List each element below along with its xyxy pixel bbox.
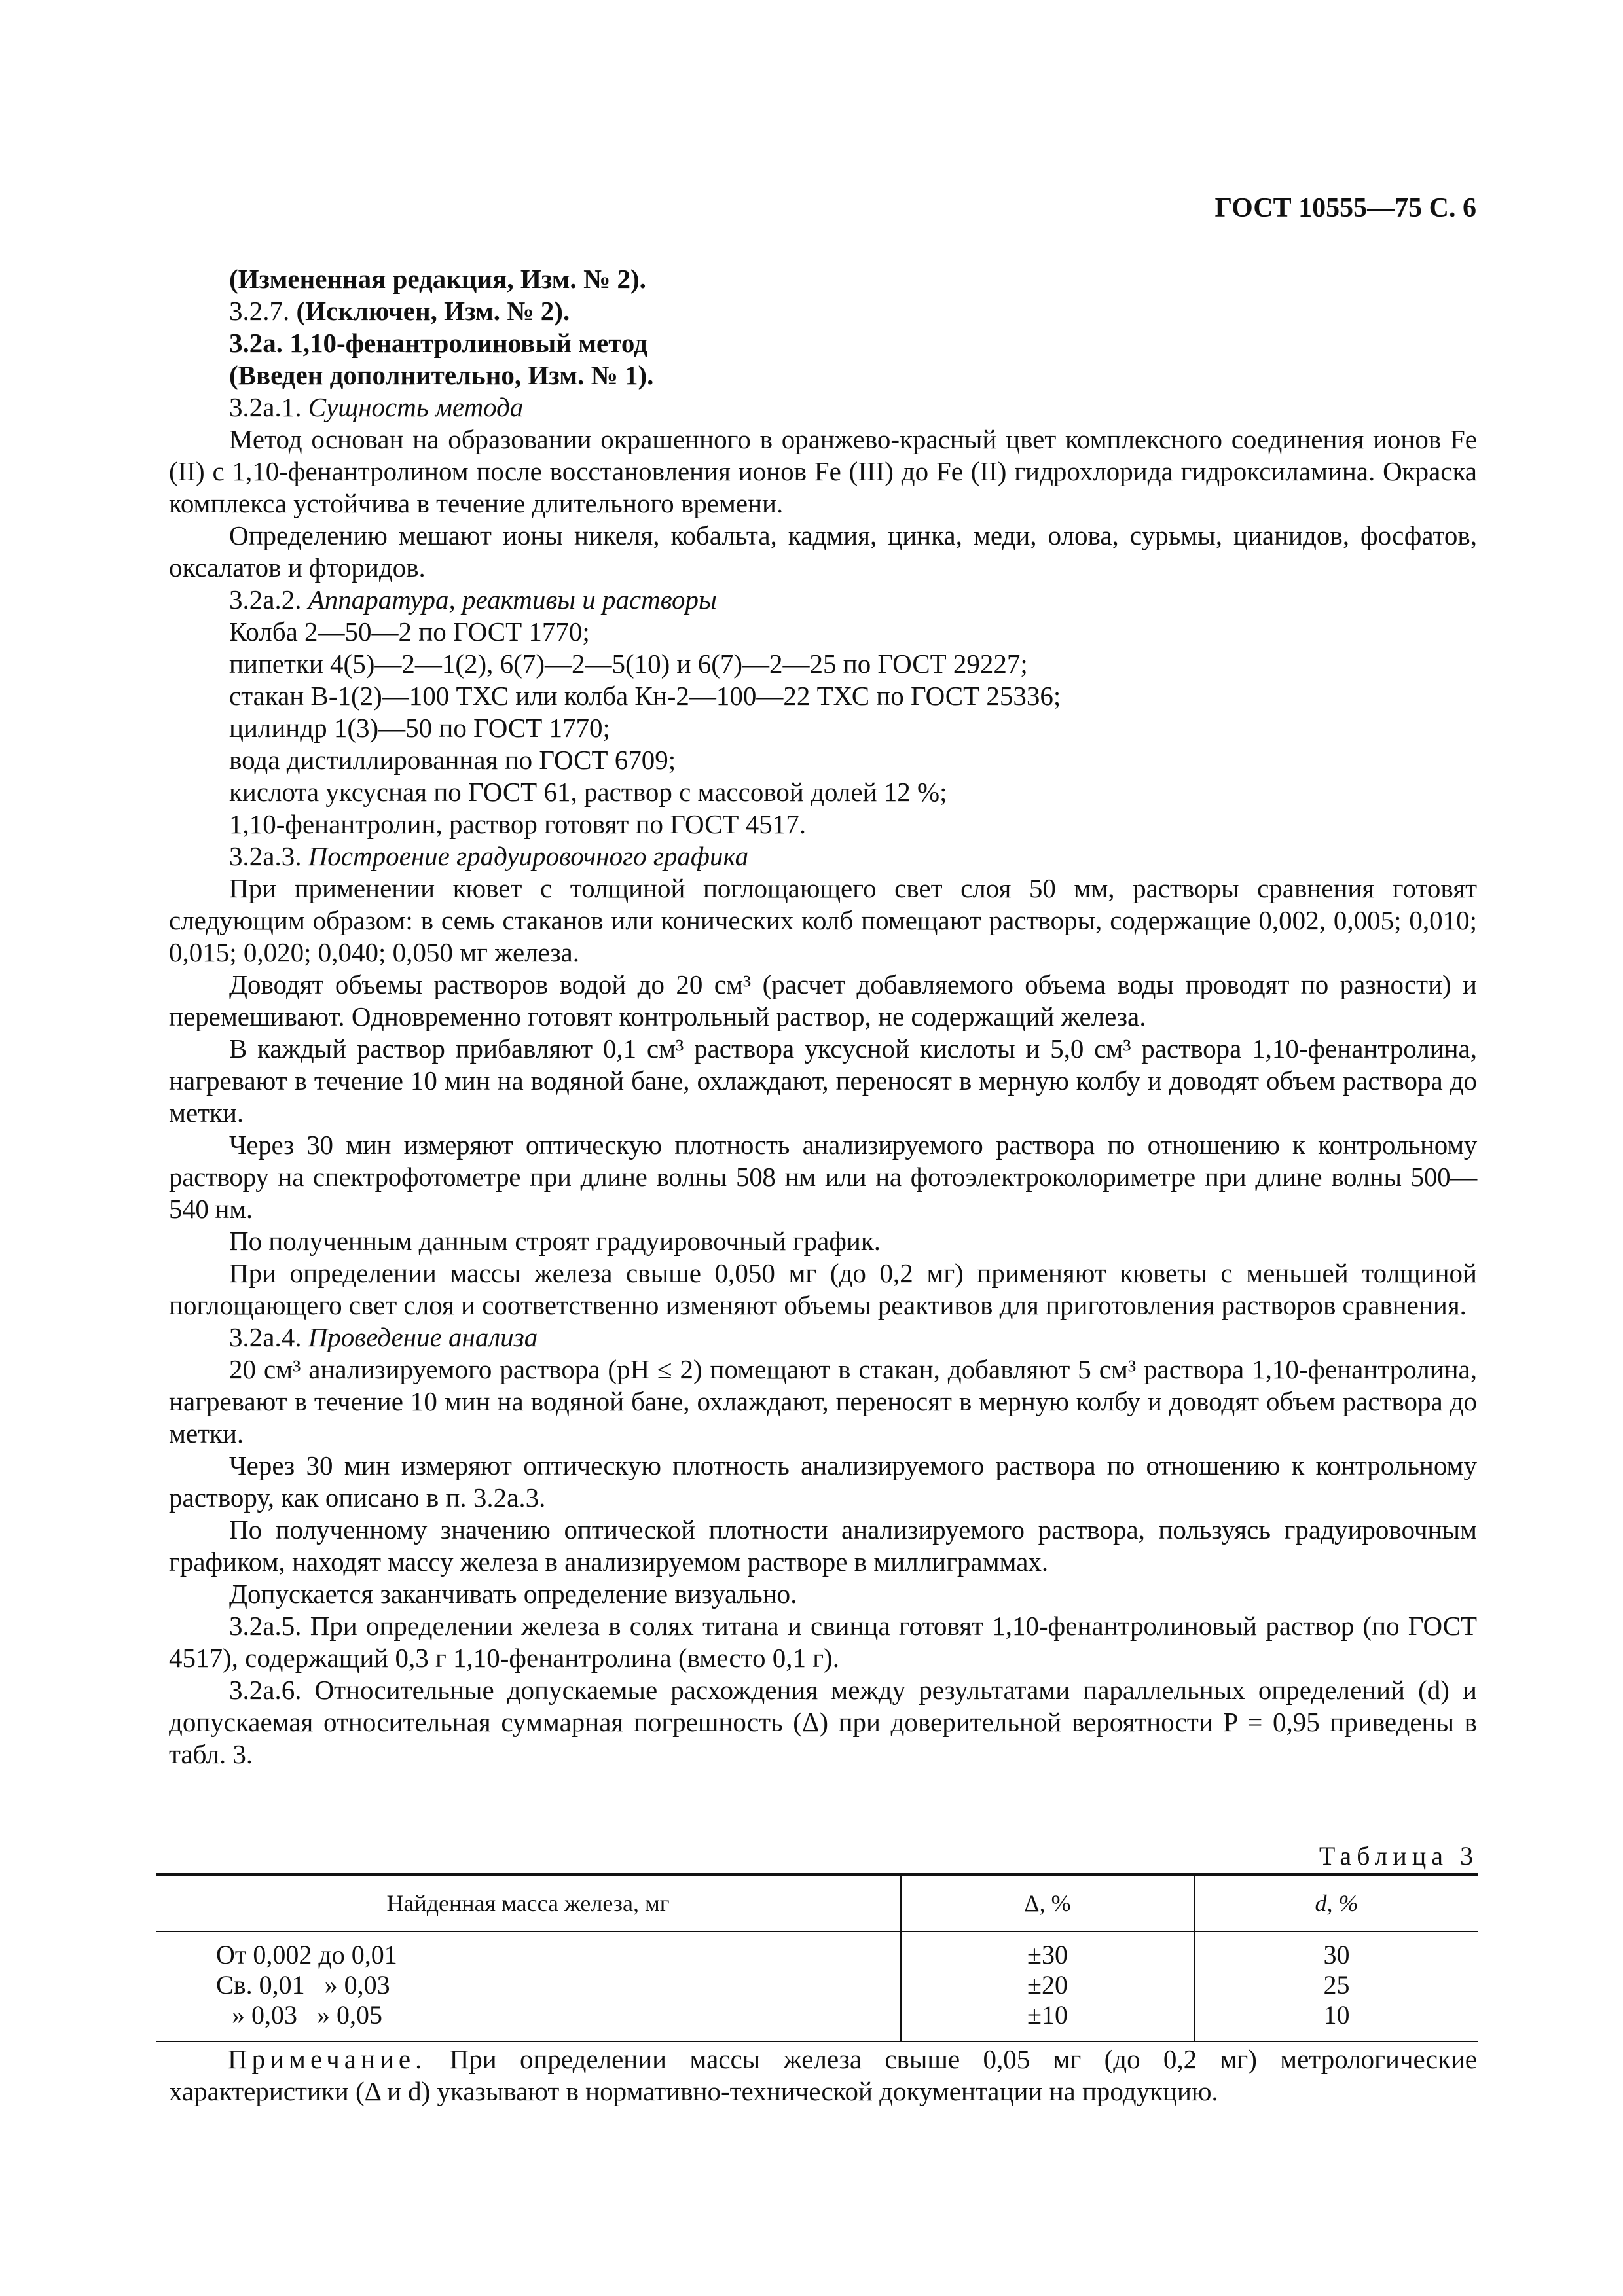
equipment-item: вода дистиллированная по ГОСТ 6709; [229, 745, 676, 775]
page-header [0, 191, 1476, 225]
equipment-item: Колба 2—50—2 по ГОСТ 1770; [229, 617, 590, 647]
equipment-item: кислота уксусная по ГОСТ 61, раствор с массовой долей 12 %; [229, 777, 947, 807]
table-note [169, 2043, 1477, 2108]
introduced-note: (Введен дополнительно, Изм. № 1). [229, 360, 654, 390]
subsection-heading-3-2a-3: 3.2а.3. Построение градуировочного графика [229, 841, 749, 871]
paragraph-method-principle: Метод основан на образовании окрашенного в оранжево-красный цвет комплексного соединения ионов Fe (II) с 1,10-фенантролином после восстановления ионов Fe (III) до Fe (II) гидрохлорида гидроксиламина. Окраска комплекса устойчива в течение длительного времени. [169, 424, 1477, 518]
equipment-item: стакан В-1(2)—100 ТХС или колба Кн-2—100—22 ТХС по ГОСТ 25336; [229, 681, 1061, 711]
paragraph-higher-mass: При определении массы железа свыше 0,050 мг (до 0,2 мг) применяют кюветы с меньшей толщиной поглощающего свет слоя и соответственно изменяют объемы реактивов для приготовления растворов сравнения. [169, 1258, 1477, 1320]
table-row [156, 2000, 1478, 2041]
column-header-delta: Δ, % [901, 1874, 1194, 1931]
table-cell-delta: ±30 [901, 1931, 1194, 1970]
subsection-title: Построение градуировочного графика [308, 841, 749, 871]
paragraph-clause-3-2a-5: 3.2а.5. При определении железа в солях титана и свинца готовят 1,10-фенантролиновый раствор (по ГОСТ 4517), содержащий 0,3 г 1,10-фенантролина (вместо 0,1 г). [169, 1611, 1477, 1673]
excluded-note: (Исключен, Изм. № 2). [296, 296, 570, 326]
clause-3-2-7: 3.2.7. (Исключен, Изм. № 2). [229, 296, 570, 326]
paragraph-calibration-solutions: При применении кювет с толщиной поглощающего свет слоя 50 мм, растворы сравнения готовят следующим образом: в семь стаканов или конических колб помещают растворы, содержащие 0,002, 0,005; 0,010; 0,015; 0,020; 0,040; 0,050 мг железа. [169, 873, 1477, 967]
note-label: Примечание. [228, 2044, 427, 2074]
table-cell-delta: ±10 [901, 2000, 1194, 2041]
paragraph-calibration-graph: По полученным данным строят градуировочный график. [229, 1226, 881, 1256]
table-header-row [156, 1874, 1478, 1931]
subsection-title: Сущность метода [308, 392, 524, 422]
paragraph-optical-density: Через 30 мин измеряют оптическую плотность анализируемого раствора по отношению к контрольному раствору на спектрофотометре при длине волны 508 нм или на фотоэлектроколориметре при длине волны 500—540 нм. [169, 1130, 1477, 1224]
table-cell-d: 25 [1194, 1970, 1478, 2000]
paragraph-visual-note: Допускается заканчивать определение визуально. [229, 1579, 797, 1609]
paragraph-volume-adjust: Доводят объемы растворов водой до 20 см³ (расчет добавляемого объема воды проводят по разности) и перемешивают. Одновременно готовят контрольный раствор, не содержащий железа. [169, 969, 1477, 1031]
paragraph-reagent-addition: В каждый раствор прибавляют 0,1 см³ раствора уксусной кислоты и 5,0 см³ раствора 1,10-фенантролина, нагревают в течение 10 мин на водяной бане, охлаждают, переносят в мерную колбу и доводят объем раствора до метки. [169, 1033, 1477, 1128]
table-cell-d: 30 [1194, 1931, 1478, 1970]
subsection-heading-3-2a-1: 3.2а.1. Сущность метода [229, 392, 524, 422]
paragraph-interference: Определению мешают ионы никеля, кобальта, кадмия, цинка, меди, олова, сурьмы, цианидов, фосфатов, оксалатов и фторидов. [169, 520, 1477, 583]
data-table [156, 1873, 1478, 2042]
document-title: ГОСТ 10555—75 С. 6 [1214, 193, 1476, 223]
table-cell-delta: ±20 [901, 1970, 1194, 2000]
subsection-title: Проведение анализа [308, 1322, 538, 1352]
table-caption: Таблица 3 [1319, 1841, 1478, 1871]
subsection-heading-3-2a-2: 3.2а.2. Аппаратура, реактивы и растворы [229, 584, 717, 615]
paragraph-clause-3-2a-6: 3.2а.6. Относительные допускаемые расхождения между результатами параллельных определений (d) и допускаемая относительная суммарная погрешность (Δ) при доверительной вероятности P = 0,95 приведены в табл. 3. [169, 1675, 1477, 1769]
paragraph-analysis-measurement: Через 30 мин измеряют оптическую плотность анализируемого раствора по отношению к контрольному раствору, как описано в п. 3.2а.3. [169, 1450, 1477, 1513]
table-row [156, 1970, 1478, 2000]
table-row [156, 1931, 1478, 1970]
equipment-item: цилиндр 1(3)—50 по ГОСТ 1770; [229, 713, 610, 743]
document-body [169, 263, 1477, 1770]
column-header-mass: Найденная масса железа, мг [156, 1874, 901, 1931]
table-cell-d: 10 [1194, 2000, 1478, 2041]
equipment-item: пипетки 4(5)—2—1(2), 6(7)—2—5(10) и 6(7)—2—25 по ГОСТ 29227; [229, 649, 1028, 679]
paragraph-analysis-procedure: 20 см³ анализируемого раствора (pH ≤ 2) помещают в стакан, добавляют 5 см³ раствора 1,10-фенантролина, нагревают в течение 10 мин на водяной бане, охлаждают, переносят в мерную колбу и доводят объем раствора до метки. [169, 1354, 1477, 1448]
equipment-item: 1,10-фенантролин, раствор готовят по ГОСТ 4517. [229, 809, 806, 839]
table-cell-mass: От 0,002 до 0,01 [216, 1940, 397, 1969]
subsection-heading-3-2a-4: 3.2а.4. Проведение анализа [229, 1322, 538, 1352]
paragraph-analysis-result: По полученному значению оптической плотности анализируемого раствора, пользуясь градуировочным графиком, находят массу железа в анализируемом растворе в миллиграммах. [169, 1515, 1477, 1577]
note-text: При определении массы железа свыше 0,05 мг (до 0,2 мг) метрологические характеристики (Δ и d) указывают в нормативно-технической документации на продукцию. [169, 2044, 1477, 2106]
amendment-note: (Измененная редакция, Изм. № 2). [229, 264, 646, 294]
section-heading-3-2a: 3.2а. 1,10-фенантролиновый метод [229, 328, 647, 358]
column-header-d: d, % [1194, 1874, 1478, 1931]
table-cell-mass: » 0,03 » 0,05 [156, 2000, 901, 2041]
subsection-title: Аппаратура, реактивы и растворы [308, 584, 717, 615]
table-cell-mass: Св. 0,01 » 0,03 [216, 1970, 390, 2000]
